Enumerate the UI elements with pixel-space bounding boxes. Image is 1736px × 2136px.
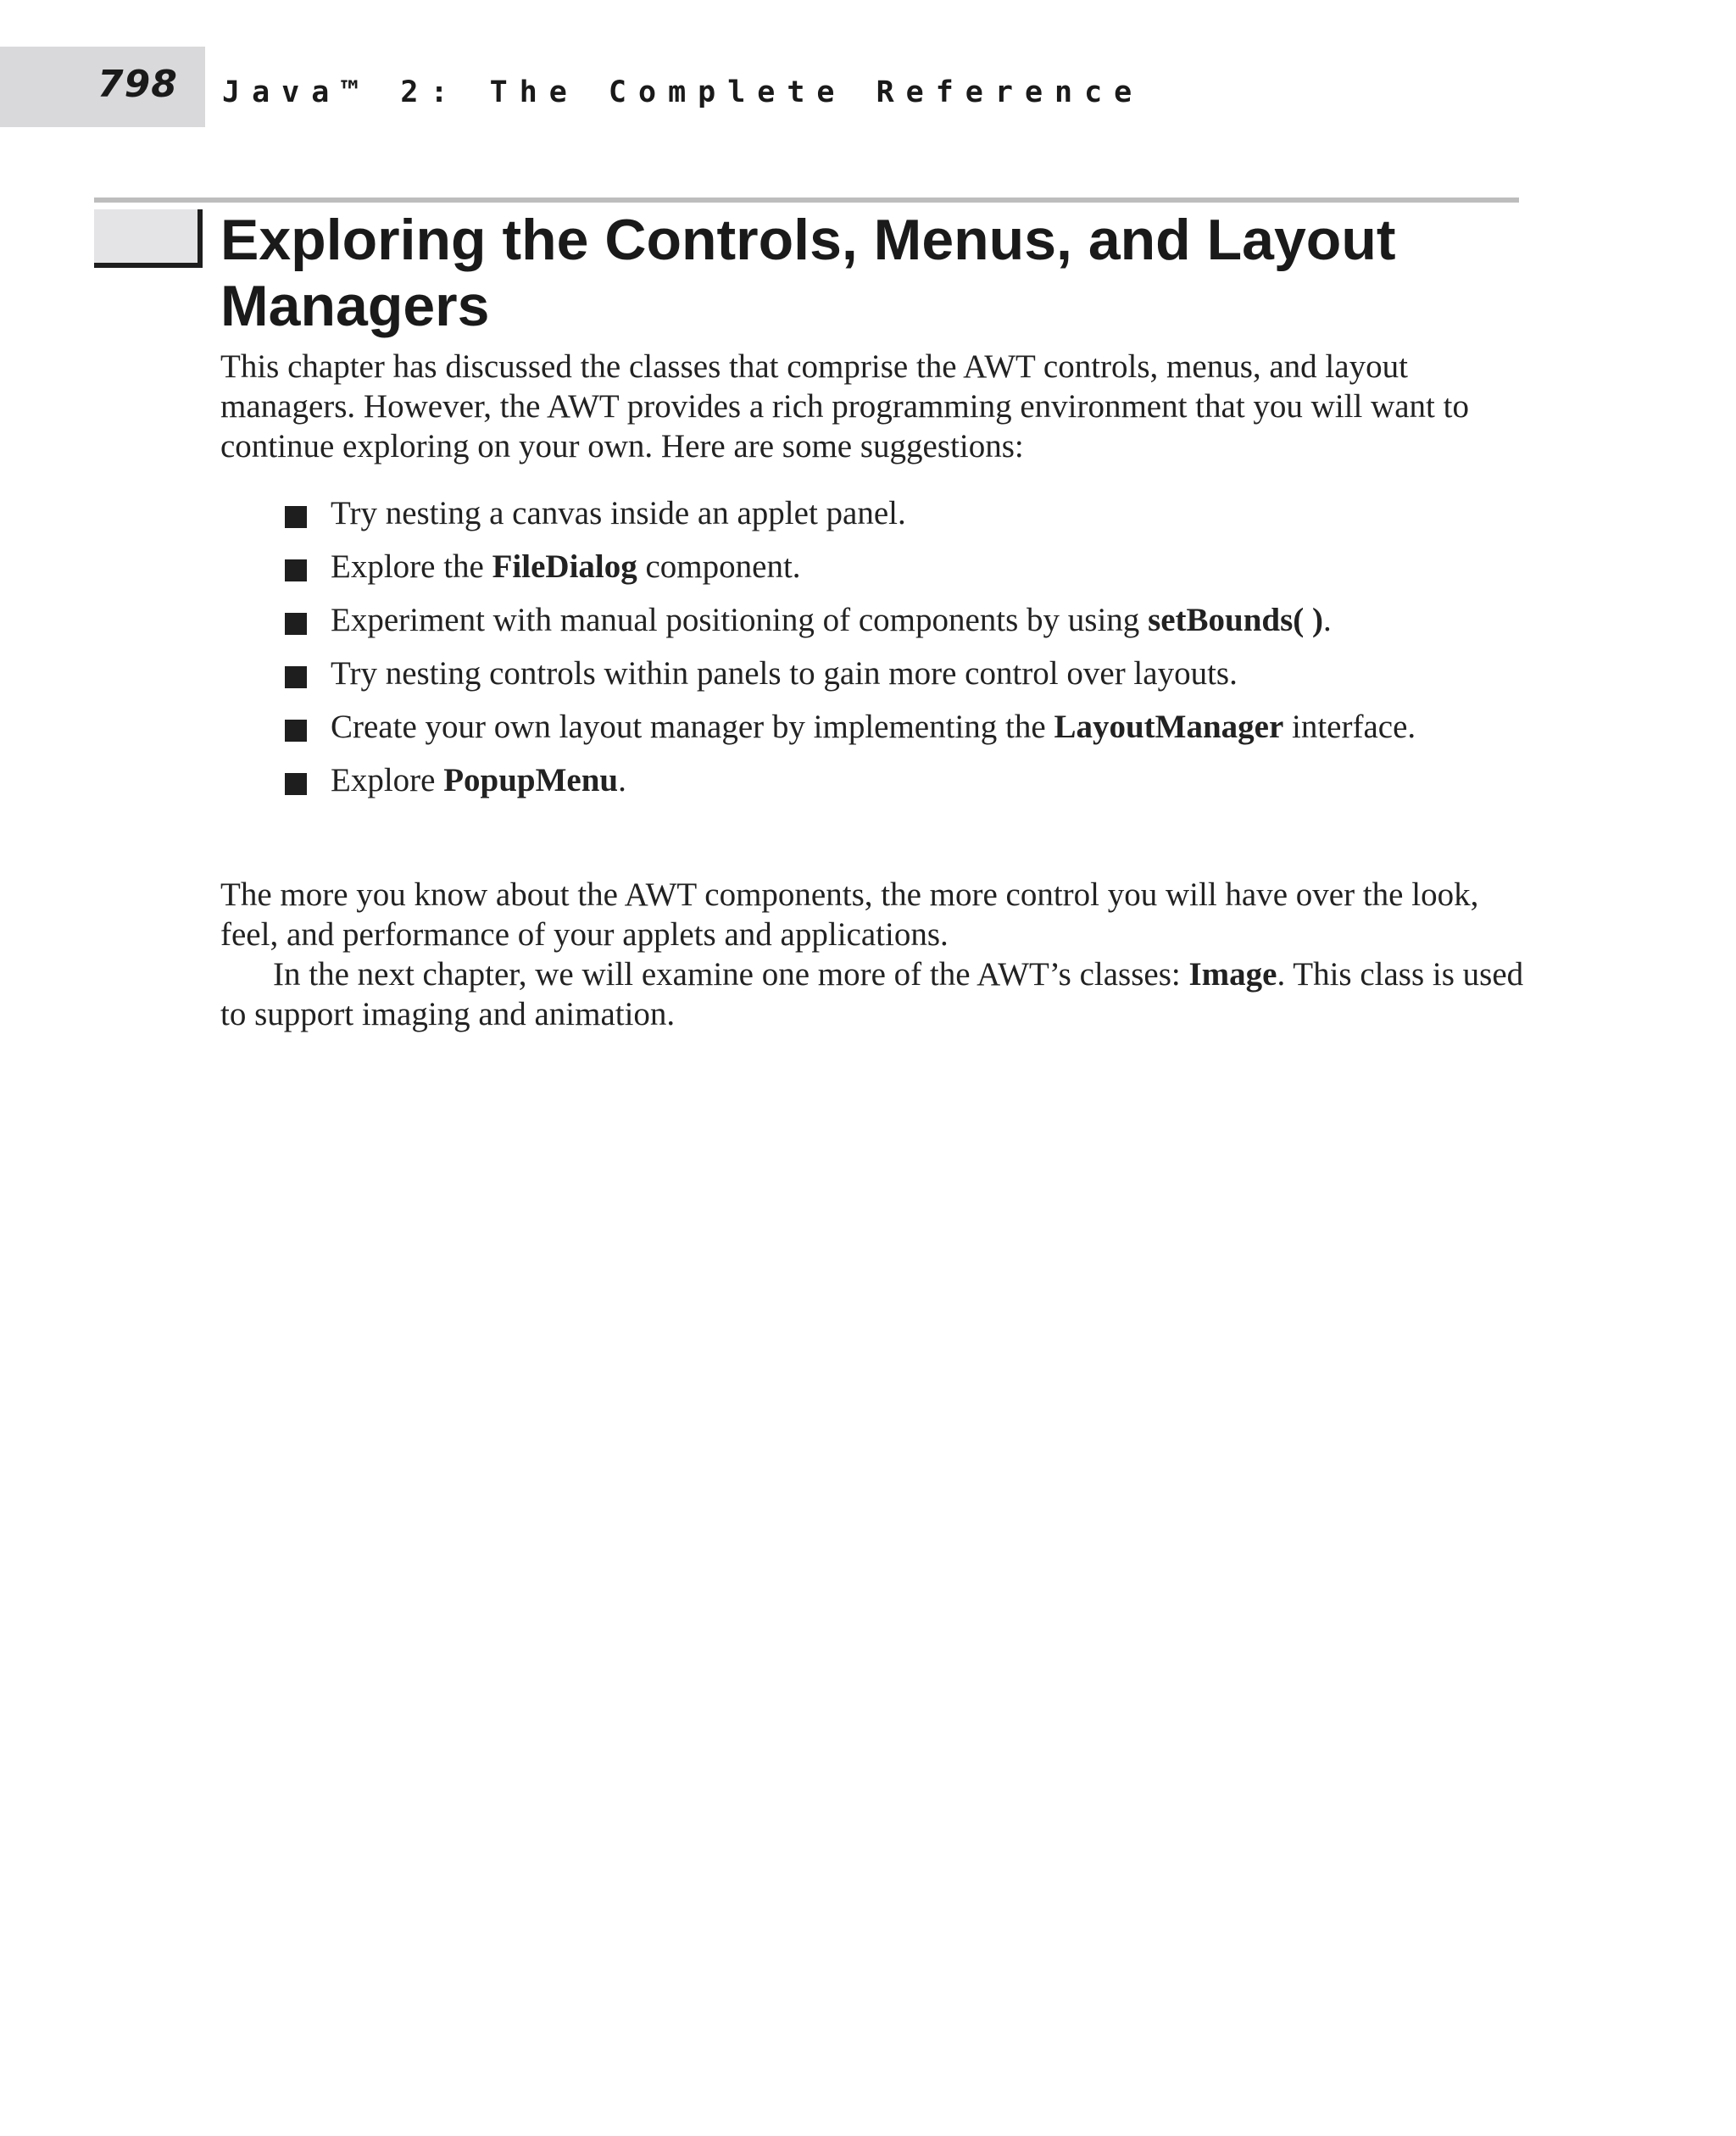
square-bullet-icon <box>285 773 307 795</box>
list-item-text: Try nesting a canvas inside an applet panel. <box>331 495 906 531</box>
list-item-text-after: interface. <box>1283 709 1416 745</box>
list-item <box>0 547 1483 587</box>
running-title: Java™ 2: The Complete Reference <box>222 75 1144 109</box>
list-item <box>0 493 1483 533</box>
next-chapter-keyword: Image <box>1188 956 1277 993</box>
list-item-text: Experiment with manual positioning of components by using <box>331 602 1149 638</box>
list-item-text: Try nesting controls within panels to gain more control over layouts. <box>331 655 1238 692</box>
square-bullet-icon <box>285 613 307 635</box>
list-item-keyword: PopupMenu <box>443 762 619 798</box>
square-bullet-icon <box>285 720 307 742</box>
list-item-keyword: LayoutManager <box>1054 709 1284 745</box>
list-item-keyword: setBounds( ) <box>1148 602 1324 638</box>
section-heading: Exploring the Controls, Menus, and Layout Managers <box>220 208 1396 338</box>
next-chapter-paragraph <box>220 954 1526 1034</box>
list-item <box>0 760 1483 800</box>
list-item-text: Explore <box>331 762 444 798</box>
closing-section <box>220 875 1526 1034</box>
list-item <box>0 707 1483 747</box>
page-number: 798 <box>97 63 178 106</box>
list-item-text-after: component. <box>637 548 801 585</box>
list-item-text: Create your own layout manager by implementing the <box>331 709 1054 745</box>
intro-paragraph: This chapter has discussed the classes that comprise the AWT controls, menus, and layout managers. However, the AWT provides a rich programming environment that you will want to continue exploring on your own. Here are some suggestions: <box>220 348 1469 464</box>
next-chapter-text-after: . This class is used to support imaging and animation. <box>220 956 1524 1032</box>
suggestion-list <box>0 493 1526 814</box>
square-bullet-icon <box>285 506 307 528</box>
list-item-text-after: . <box>1323 602 1332 638</box>
square-bullet-icon <box>285 559 307 581</box>
square-bullet-icon <box>285 666 307 688</box>
section-marker-box <box>94 209 203 268</box>
list-item <box>0 654 1483 693</box>
next-chapter-text: In the next chapter, we will examine one more of the AWT’s classes: <box>273 956 1189 993</box>
list-item-text: Explore the <box>331 548 492 585</box>
closing-paragraph: The more you know about the AWT components, the more control you will have over the look, feel, and performance of your applets and applications. <box>220 876 1479 953</box>
list-item <box>0 600 1483 640</box>
list-item-text-after: . <box>618 762 626 798</box>
list-item-keyword: FileDialog <box>492 548 637 585</box>
section-rule <box>94 197 1519 203</box>
